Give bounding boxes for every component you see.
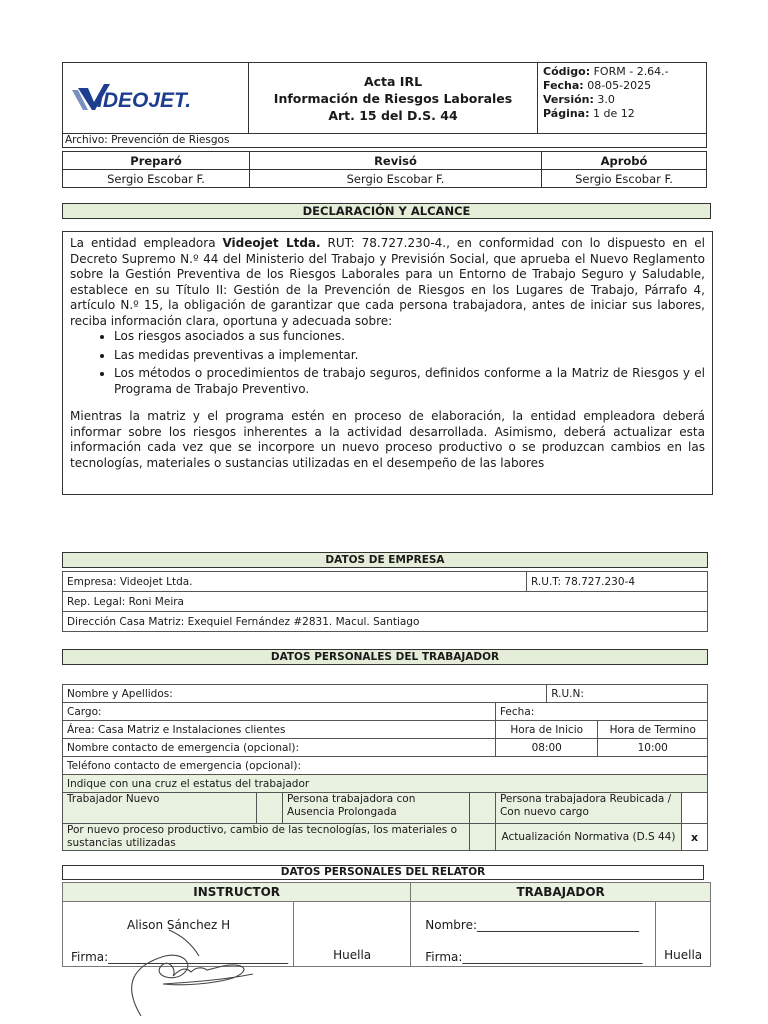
run-field[interactable]: R.U.N: <box>547 685 708 703</box>
bullet-item: • Los riesgos asociados a sus funciones. <box>114 329 705 345</box>
doc-title-1: Acta IRL <box>363 73 423 89</box>
declaracion-body <box>62 231 713 495</box>
instructor-name: Alison Sánchez H <box>127 918 231 932</box>
area-field: Área: Casa Matriz e Instalaciones clientes <box>63 721 496 739</box>
empresa-name: Empresa: Videojet Ltda. <box>63 572 527 592</box>
hora-termino-label: Hora de Termino <box>598 721 708 739</box>
relator-heading: DATOS PERSONALES DEL RELATOR <box>62 865 704 880</box>
status-proceso-box[interactable] <box>469 824 495 851</box>
version-value: 3.0 <box>597 93 615 106</box>
declaracion-bullets <box>70 329 705 397</box>
status-normativa-label: Actualización Normativa (D.S 44) <box>495 824 681 851</box>
p1-post: RUT: 78.727.230-4., en conformidad con lo dispuesto en el Decreto Supremo N.º 44 del Ministerio del Trabajo y Previsión Social, que aprueba el Nuevo Reglamento sobre la Gestión Preventiva de los Riesgos Laborales para un Entorno de Trabajo Seguro y Saludable, establece en su Título II: Gestión de la Prevención de Riesgos en los Lugares de Trabajo, Párrafo 4, artículo N.º 15, la obligación de garantizar que cada persona trabajadora, antes de iniciar sus labores, reciba información clara, oportuna y adecuada sobre: <box>70 236 705 328</box>
relator-table <box>62 882 711 967</box>
empresa-table <box>62 571 708 632</box>
aprobo-label: Aprobó <box>542 152 707 170</box>
trabajador-heading: DATOS PERSONALES DEL TRABAJADOR <box>62 649 708 665</box>
telefono-field[interactable]: Teléfono contacto de emergencia (opcional): <box>63 757 708 775</box>
hora-inicio-value: 08:00 <box>495 739 597 757</box>
status-normativa-mark[interactable]: x <box>682 824 708 851</box>
reviso-name: Sergio Escobar F. <box>250 170 542 188</box>
empresa-heading: DATOS DE EMPRESA <box>62 552 708 568</box>
signature-mark <box>103 926 263 1022</box>
hora-termino-value: 10:00 <box>598 739 708 757</box>
trabajador-label: TRABAJADOR <box>411 883 711 902</box>
p1-pre: La entidad empleadora <box>70 236 223 250</box>
huella-left: Huella <box>294 902 411 967</box>
instructor-sign-cell <box>63 902 294 967</box>
status-ausencia-box[interactable] <box>469 793 495 824</box>
fecha-label: Fecha: <box>543 79 584 92</box>
status-nuevo-box[interactable] <box>256 793 282 824</box>
declaracion-heading: DECLARACIÓN Y ALCANCE <box>62 203 711 219</box>
bullet-item: • Los métodos o procedimientos de trabajo seguros, definidos conforme a la Matriz de Riesgos y el Programa de Trabajo Preventivo. <box>114 366 705 397</box>
doc-title-2: Información de Riesgos Laborales <box>273 90 513 106</box>
huella-right: Huella <box>656 902 711 967</box>
trabajador-table <box>62 684 708 851</box>
pagina-value: 1 de 12 <box>593 107 635 120</box>
logo-cell <box>63 63 249 134</box>
hora-inicio-label: Hora de Inicio <box>495 721 597 739</box>
codigo-value: FORM - 2.64.- <box>593 65 669 78</box>
reviso-label: Revisó <box>250 152 542 170</box>
indique-row: Indique con una cruz el estatus del trabajador <box>63 775 708 793</box>
document-header <box>62 62 707 134</box>
doc-title-3: Art. 15 del D.S. 44 <box>328 107 458 123</box>
status-proceso-label: Por nuevo proceso productivo, cambio de las tecnologías, los materiales o sustancias utilizadas <box>63 824 470 851</box>
declaracion-p2: Mientras la matriz y el programa estén en proceso de elaboración, la entidad empleadora deberá informar sobre los riesgos inherentes a la actividad desarrollada. Asimismo, deberá actualizar esta información cada vez que se incorpore un nuevo proceso productivo o se produzcan cambios en las tecnologías, materiales o sustancias utilizadas en el desempeño de las labores <box>70 409 705 470</box>
trabajador-sign-cell <box>411 902 656 967</box>
declaracion-p1 <box>70 236 705 329</box>
status-reubicada-box[interactable] <box>682 793 708 824</box>
status-ausencia-label: Persona trabajadora con Ausencia Prolongada <box>282 793 469 824</box>
nombre-field[interactable]: Nombre y Apellidos: <box>63 685 547 703</box>
instructor-firma-line[interactable]: Firma:______________________________ <box>71 950 289 964</box>
p1-company: Videojet Ltda. <box>222 236 321 250</box>
contacto-field[interactable]: Nombre contacto de emergencia (opcional): <box>63 739 496 757</box>
trabajador-nombre-line[interactable]: Nombre:___________________________ <box>425 918 640 932</box>
instructor-label: INSTRUCTOR <box>63 883 411 902</box>
archivo-line: Archivo: Prevención de Riesgos <box>62 134 707 148</box>
preparo-name: Sergio Escobar F. <box>63 170 250 188</box>
cargo-field[interactable]: Cargo: <box>63 703 496 721</box>
title-cell <box>249 63 538 134</box>
pagina-label: Página: <box>543 107 590 120</box>
fecha-value: 08-05-2025 <box>587 79 652 92</box>
status-reubicada-label: Persona trabajadora Reubicada / Con nuevo cargo <box>495 793 681 824</box>
aprobo-name: Sergio Escobar F. <box>542 170 707 188</box>
empresa-rut: R.U.T: 78.727.230-4 <box>527 572 708 592</box>
logo-text: IDEOJET. <box>97 89 192 112</box>
empresa-direccion: Dirección Casa Matriz: Exequiel Fernández #2831. Macul. Santiago <box>63 612 708 632</box>
trabajador-firma-line[interactable]: Firma:______________________________ <box>425 950 643 964</box>
bullet-item: • Las medidas preventivas a implementar. <box>114 348 705 364</box>
version-label: Versión: <box>543 93 594 106</box>
codigo-label: Código: <box>543 65 591 78</box>
signoff-table <box>62 151 707 188</box>
status-nuevo-label: Trabajador Nuevo <box>63 793 257 824</box>
fecha-field[interactable]: Fecha: <box>495 703 707 721</box>
videojet-logo <box>64 76 234 116</box>
meta-cell <box>538 63 707 134</box>
empresa-rep-legal: Rep. Legal: Roni Meira <box>63 592 708 612</box>
preparo-label: Preparó <box>63 152 250 170</box>
